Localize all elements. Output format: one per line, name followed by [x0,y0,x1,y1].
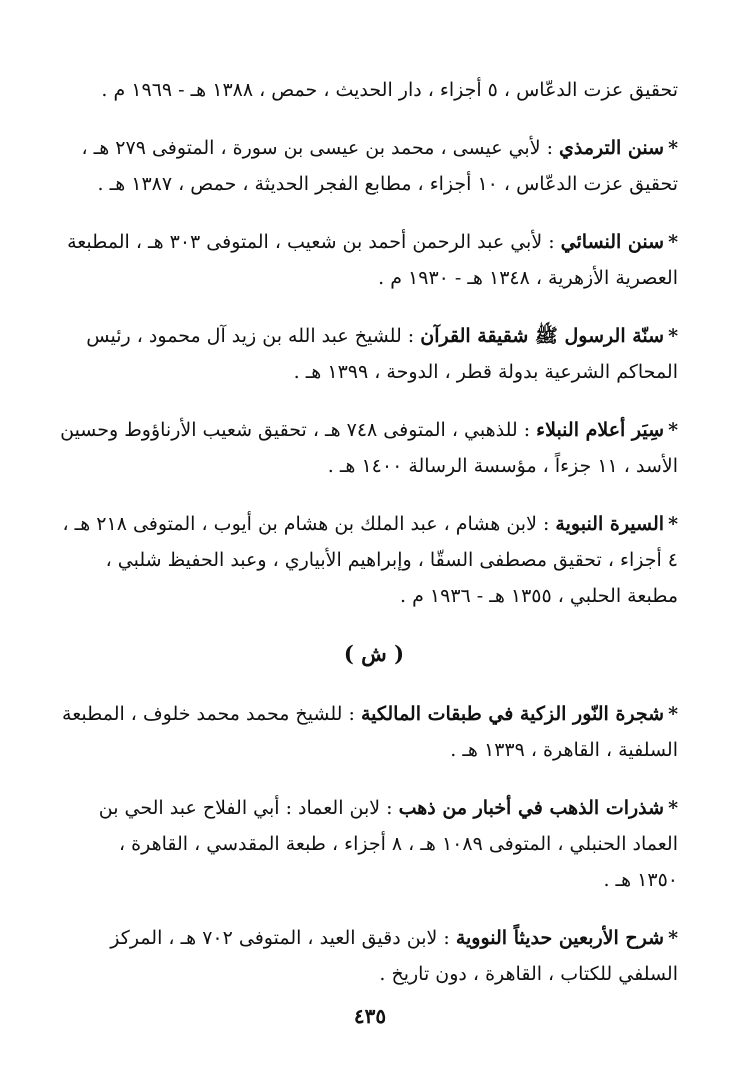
entry-line: ١٣٥٠ هـ . [603,869,678,891]
entry-first-line [70,130,678,166]
entry-first-line [70,920,678,956]
entries-after [62,696,678,992]
entry-shajarat-al-nur [62,696,678,768]
entry-first-line-rest: : للشيخ محمد محمد خلوف ، المطبعة [62,703,361,725]
bullet-marker: * [668,325,678,347]
entry-first-line-rest: : لأبي عبد الرحمن أحمد بن شعيب ، المتوفى ٣٠٣ هـ ، المطبعة [67,231,561,253]
bullet-marker: * [668,797,678,819]
bullet-marker: * [668,137,678,159]
bullet-marker: * [668,513,678,535]
entry-siyar-alam [60,412,678,484]
entry-first-line [62,506,678,542]
entry-line: الأسد ، ١١ جزءاً ، مؤسسة الرسالة ١٤٠٠ هـ . [327,455,678,477]
entry-first-line [60,412,678,448]
entry-title: شرح الأربعين حديثاً النووية [455,927,665,949]
entry-title: شجرة النّور الزكية في طبقات المالكية [360,703,665,725]
entry-line: السلفي للكتاب ، القاهرة ، دون تاريخ . [379,963,678,985]
bullet-marker: * [668,703,678,725]
bullet-marker: * [668,927,678,949]
entry-first-line-rest: : لابن دقيق العيد ، المتوفى ٧٠٢ هـ ، المركز [110,927,456,949]
entry-sunnat-al-rasul [70,318,678,390]
entry-first-line-rest: : لابن هشام ، عبد الملك بن هشام بن أيوب ، المتوفى ٢١٨ هـ ، [62,513,556,535]
entry-title: سِيَر أعلام النبلاء [536,419,665,441]
entry-line: تحقيق عزت الدعّاس ، ٥ أجزاء ، دار الحديث ، حمص ، ١٣٨٨ هـ - ١٩٦٩ م . [101,79,678,101]
entry-title: سنّة الرسول ﷺ شقيقة القرآن [420,325,665,347]
section-heading: ( ش ) [343,641,405,666]
entry-sunan-tirmidhi [70,130,678,202]
entry-first-line [70,318,678,354]
entry-line: المحاكم الشرعية بدولة قطر ، الدوحة ، ١٣٩٩ هـ . [293,361,678,383]
entry-sunan-nasai [67,224,678,296]
entries-before [60,72,678,614]
entry-line: العصرية الأزهرية ، ١٣٤٨ هـ - ١٩٣٠ م . [378,267,678,289]
entry-first-line [67,224,678,260]
entry-line: العماد الحنبلي ، المتوفى ١٠٨٩ هـ ، ٨ أجزاء ، طبعة المقدسي ، القاهرة ، [118,833,678,855]
entry-sharh-al-arbain [70,920,678,992]
entry-first-line-rest: : للذهبي ، المتوفى ٧٤٨ هـ ، تحقيق شعيب الأرناؤوط وحسين [60,419,537,441]
entry-first-line-rest: : للشيخ عبد الله بن زيد آل محمود ، رئيس [86,325,421,347]
entry-first-line [70,790,678,826]
page-number: ٤٣٥ [353,1004,387,1028]
entry-sira-nabawiyya [62,506,678,614]
bullet-marker: * [668,231,678,253]
bullet-marker: * [668,419,678,441]
entry-line: مطبعة الحلبي ، ١٣٥٥ هـ - ١٩٣٦ م . [400,585,678,607]
entry-shadharat-al-dhahab [70,790,678,898]
entry-title: شذرات الذهب في أخبار من ذهب [398,797,665,819]
entry-continuation [70,72,678,108]
entry-line: السلفية ، القاهرة ، ١٣٣٩ هـ . [450,739,678,761]
entry-title: سنن الترمذي [559,137,665,159]
entry-title: السيرة النبوية [555,513,665,535]
entry-first-line-rest: : لابن العماد : أبي الفلاح عبد الحي بن [98,797,399,819]
entry-line: ٤ أجزاء ، تحقيق مصطفى السقّا ، وإبراهيم الأبياري ، وعبد الحفيظ شلبي ، [105,549,678,571]
entry-first-line-rest: : لأبي عيسى ، محمد بن عيسى بن سورة ، المتوفى ٢٧٩ هـ ، [81,137,560,159]
entry-line: تحقيق عزت الدعّاس ، ١٠ أجزاء ، مطابع الفجر الحديثة ، حمص ، ١٣٨٧ هـ . [97,173,678,195]
entry-title: سنن النسائي [560,231,665,253]
entry-first-line [62,696,678,732]
